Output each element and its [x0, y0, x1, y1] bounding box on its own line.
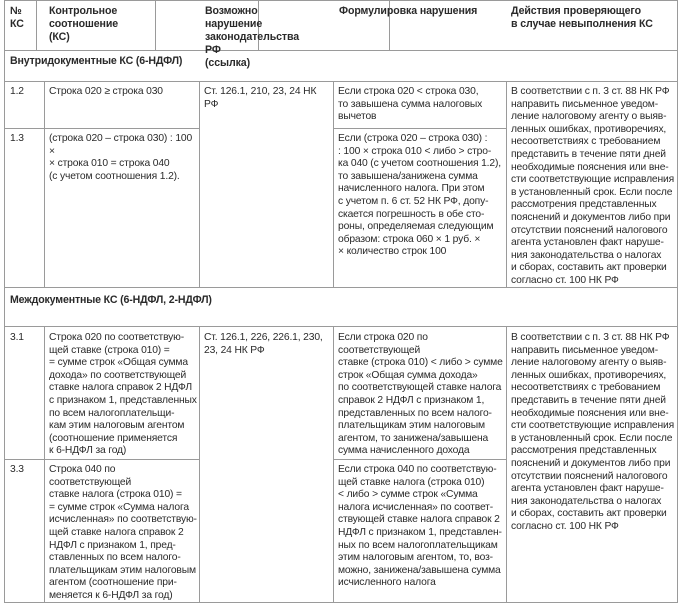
row-num: 1.2: [10, 86, 24, 97]
col-divider: [36, 0, 37, 50]
col-divider: [199, 326, 200, 603]
col-divider: [506, 326, 507, 603]
col-divider: [44, 81, 45, 287]
col-divider: [506, 81, 507, 287]
col-divider: [333, 326, 334, 603]
col-divider: [333, 81, 334, 287]
header-bottom-border: [5, 50, 677, 51]
row-wording: Если строка 020 < строка 030, то завышена сумма налоговых вычетов: [338, 86, 483, 123]
row-num: 3.3: [10, 464, 24, 475]
row-divider: [333, 459, 506, 460]
header-violation: Возможно нарушение законодательства РФ (ссылка): [205, 5, 300, 69]
row-wording: Если строка 040 по соответствую- щей ставке налога (строка 010) < либо > сумме строк «Сумма налога исчисленная» по соответ- ствующей ставке налога справок 2 НДФЛ с признаком 1, представлен- ных по всем налогоплательщикам этим налоговым агентом, то, воз- можно, занижена/завышена сумма исчисленного налога: [338, 464, 502, 589]
header-num: № КС: [10, 5, 24, 30]
row-ratio: Строка 020 ≥ строка 030: [49, 86, 163, 97]
section-title-inter: Междокументные КС (6-НДФЛ, 2-НДФЛ): [10, 294, 212, 306]
section-actions: В соответствии с п. 3 ст. 88 НК РФ направить письменное уведом- ление налоговому агенту о выяв- ленных ошибках, противоречиях, несоответствиях с требованием представить в течение пяти дней необходимые пояснения или вне- сти соответствующие исправления в установленный срок. Если после рассмотрения представленных пояснений и документов либо при отсутствии пояснений налогового агента установлен факт наруше- ния законодательства о налогах и сборах, составить акт проверки согласно ст. 100 НК РФ: [511, 332, 675, 532]
section-divider: [5, 287, 677, 288]
row-divider: [333, 128, 506, 129]
row-divider: [5, 459, 199, 460]
col-divider: [155, 0, 156, 50]
section-actions: В соответствии с п. 3 ст. 88 НК РФ направить письменное уведом- ление налоговому агенту о выяв- ленных ошибках, противоречиях, несоответствиях с требованием представить в течение пяти дней необходимые пояснения или вне- сти соответствующие исправления в установленный срок. Если после рассмотрения представленных пояснений и документов либо при отсутствии пояснений налогового агента установлен факт наруше- ния законодательства о налогах и сборах, составить акт проверки согласно ст. 100 НК РФ: [511, 86, 675, 286]
row-num: 3.1: [10, 332, 24, 343]
row-ratio: Строка 020 по соответствую- щей ставке (строка 010) = = сумме строк «Общая сумма дохода» по соответствующей ставке налога справок 2 НДФЛ с признаком 1, представленных по всем налогоплательщи- кам этим налоговым агентом (соотношение применяется к 6-НДФЛ за год): [49, 332, 197, 457]
header-ratio: Контрольное соотношение (КС): [49, 5, 119, 43]
section-law-ref: Ст. 126.1, 226, 226.1, 230, 23, 24 НК РФ: [204, 332, 323, 356]
section-divider: [5, 326, 677, 327]
row-ratio: Строка 040 по соответствующей ставке налога (строка 010) = = сумме строк «Сумма налога исчисленная» по соответствую- щей ставке налога справок 2 НДФЛ с признаком 1, пред- ставленных по всем налого- плательщикам этим налоговым агентом (соотношение при- меняется к 6-НДФЛ за год): [49, 464, 197, 601]
col-divider: [199, 81, 200, 287]
row-wording: Если строка 020 по соответствующей ставке (строка 010) < либо > сумме строк «Общая сумма дохода» по соответствующей ставке налога справок 2 НДФЛ с признаком 1, представленных по всем налого- плательщикам этим налоговым агентом, то занижена/завышена сумма начисленного дохода: [338, 332, 503, 457]
section-divider: [5, 81, 677, 82]
header-actions: Действия проверяющего в случае невыполнения КС: [511, 5, 653, 30]
section-law-ref: Ст. 126.1, 210, 23, 24 НК РФ: [204, 86, 317, 110]
header-wording: Формулировка нарушения: [339, 5, 478, 17]
row-wording: Если (строка 020 – строка 030) : : 100 × строка 010 < либо > стро- ка 040 (с учетом соотношения 1.2), то завышена/занижена сумма начисленного налога. При этом с учетом п. 6 ст. 52 НК РФ, допу- скается погрешность в обе сто- роны, определяемая следующим образом: строка 060 × 1 руб. × × количество строк 100: [338, 133, 501, 258]
col-divider: [44, 326, 45, 603]
row-num: 1.3: [10, 133, 24, 144]
section-title-intra: Внутридокументные КС (6-НДФЛ): [10, 55, 183, 67]
row-ratio: (строка 020 – строка 030) : 100 × × строка 010 = строка 040 (с учетом соотношения 1.2).: [49, 133, 193, 182]
ratios-table: [4, 0, 678, 603]
row-divider: [5, 128, 199, 129]
table-top-border: [5, 0, 677, 1]
